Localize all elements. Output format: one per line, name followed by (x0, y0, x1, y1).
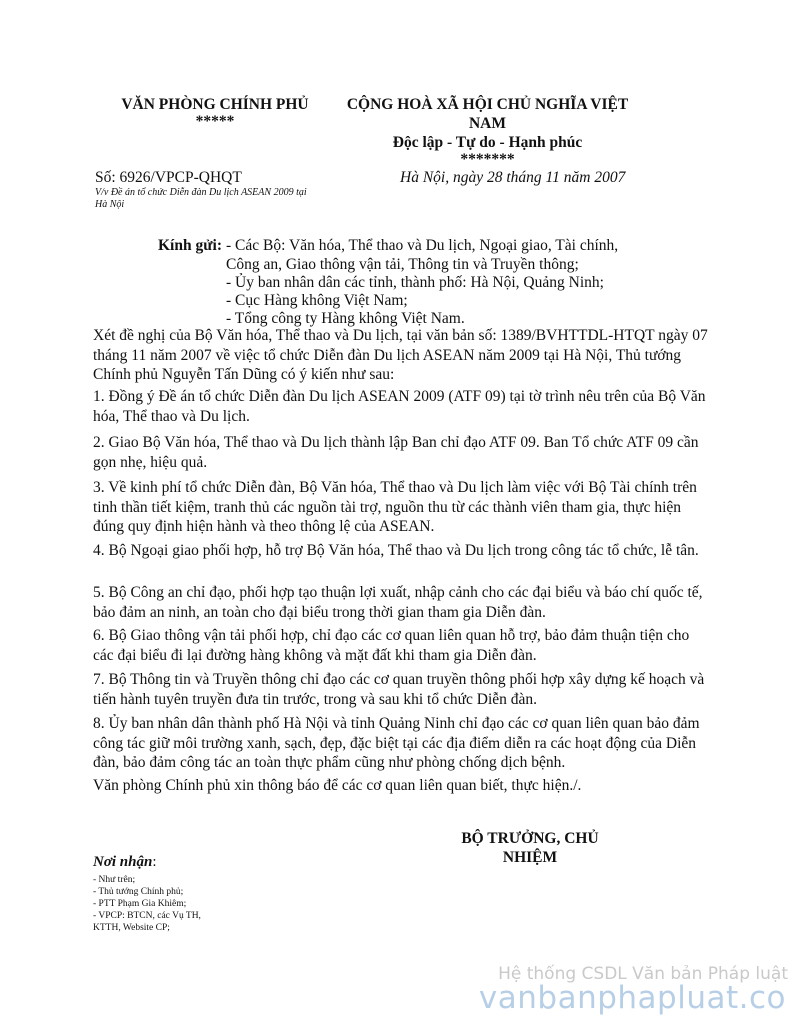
recipient-line: - Ủy ban nhân dân các tỉnh, thành phố: Hà Nội, Quảng Ninh; (226, 274, 604, 291)
noi-nhan-colon: : (152, 854, 157, 870)
issuing-agency: VĂN PHÒNG CHÍNH PHỦ (121, 96, 309, 113)
subject-line: V/v Đề án tổ chức Diễn đàn Du lịch ASEAN 2009 tại (95, 187, 307, 198)
agency-stars: ***** (195, 113, 235, 130)
watermark-caption: Hệ thống CSDL Văn bản Pháp luật (498, 964, 788, 984)
recipient-line: - Cục Hàng không Việt Nam; (226, 292, 408, 309)
item-paragraph: 5. Bộ Công an chỉ đạo, phối hợp tạo thuận lợi xuất, nhập cảnh cho các đại biểu và báo chí quốc tế, bảo đảm an ninh, an toàn cho đại biểu trong thời gian tham gia Diễn đàn. (93, 584, 703, 621)
item-paragraph: 3. Về kinh phí tổ chức Diễn đàn, Bộ Văn hóa, Thể thao và Du lịch làm việc với Bộ Tài chính trên tinh thần tiết kiệm, tranh thủ các nguồn tài trợ, nguồn thu từ các thành viên tham gia, thực hiện đúng quy định hiện hành và theo thông lệ của ASEAN. (93, 479, 697, 535)
subject-line-cont: Hà Nội (95, 199, 125, 210)
noi-nhan-text: Nơi nhận (93, 854, 153, 870)
list-item: KTTH, Website CP; (93, 923, 170, 933)
nation-title-cont: NAM (468, 115, 507, 132)
list-item: - PTT Phạm Gia Khiêm; (93, 899, 187, 909)
national-motto: Độc lập - Tự do - Hạnh phúc (392, 134, 583, 151)
recipients-list-label (93, 853, 157, 871)
watermark-site: vanbanphapluat.co (478, 980, 786, 1016)
signer-title: BỘ TRƯỞNG, CHỦ (461, 830, 599, 847)
item-paragraph: 8. Ủy ban nhân dân thành phố Hà Nội và tỉnh Quảng Ninh chỉ đạo các cơ quan liên quan bảo đảm công tác giữ môi trường xanh, sạch, đẹp, đặc biệt tại các địa điểm diễn ra các hoạt động của Diễn đàn, bảo đảm công tác an toàn thực phẩm cũng như phòng chống dịch bệnh. (93, 715, 700, 771)
recipients-list (93, 874, 201, 934)
recipient-line: - Tổng công ty Hàng không Việt Nam. (226, 310, 465, 327)
place-date: Hà Nội, ngày 28 tháng 11 năm 2007 (400, 169, 626, 186)
item-paragraph: 7. Bộ Thông tin và Truyền thông chỉ đạo các cơ quan truyền thông phối hợp xây dựng kế hoạch và tiến hành tuyên truyền đưa tin trước, trong và sau khi tổ chức Diễn đàn. (93, 671, 705, 708)
signer-title-cont: NHIỆM (502, 849, 558, 866)
closing-paragraph: Văn phòng Chính phủ xin thông báo để các cơ quan liên quan biết, thực hiện./. (93, 777, 582, 794)
recipients-label: Kính gửi: (158, 237, 222, 254)
recipient-line: - Các Bộ: Văn hóa, Thể thao và Du lịch, Ngoại giao, Tài chính, (226, 237, 619, 254)
list-item: - VPCP: BTCN, các Vụ TH, (93, 911, 201, 921)
item-paragraph: 1. Đồng ý Đề án tổ chức Diễn đàn Du lịch ASEAN 2009 (ATF 09) tại tờ trình nêu trên của Bộ Văn hóa, Thể thao và Du lịch. (93, 388, 706, 425)
list-item: - Thủ tướng Chính phủ; (93, 887, 184, 897)
item-paragraph: 6. Bộ Giao thông vận tải phối hợp, chỉ đạo các cơ quan liên quan hỗ trợ, bảo đảm thuận tiện cho các đại biểu đi lại đường hàng không và mặt đất khi tham gia Diễn đàn. (93, 627, 690, 664)
list-item: - Như trên; (93, 875, 136, 885)
item-paragraph: 2. Giao Bộ Văn hóa, Thể thao và Du lịch thành lập Ban chỉ đạo ATF 09. Ban Tổ chức ATF 09 cần gọn nhẹ, hiệu quả. (93, 434, 699, 471)
motto-stars: ******* (460, 151, 515, 168)
document-number: Số: 6926/VPCP-QHQT (95, 169, 242, 186)
intro-paragraph: Xét đề nghị của Bộ Văn hóa, Thể thao và Du lịch, tại văn bản số: 1389/BVHTTDL-HTQT ngày 07 tháng 11 năm 2007 về việc tổ chức Diễn đàn Du lịch ASEAN năm 2009 tại Hà Nội, Thủ tướng Chính phủ Nguyễn Tấn Dũng có ý kiến như sau: (93, 327, 708, 383)
item-paragraph: 4. Bộ Ngoại giao phối hợp, hỗ trợ Bộ Văn hóa, Thể thao và Du lịch trong công tác tổ chức, lễ tân. (93, 542, 699, 559)
recipient-line: Công an, Giao thông vận tải, Thông tin và Truyền thông; (226, 256, 579, 273)
nation-title: CỘNG HOÀ XÃ HỘI CHỦ NGHĨA VIỆT (346, 96, 629, 113)
